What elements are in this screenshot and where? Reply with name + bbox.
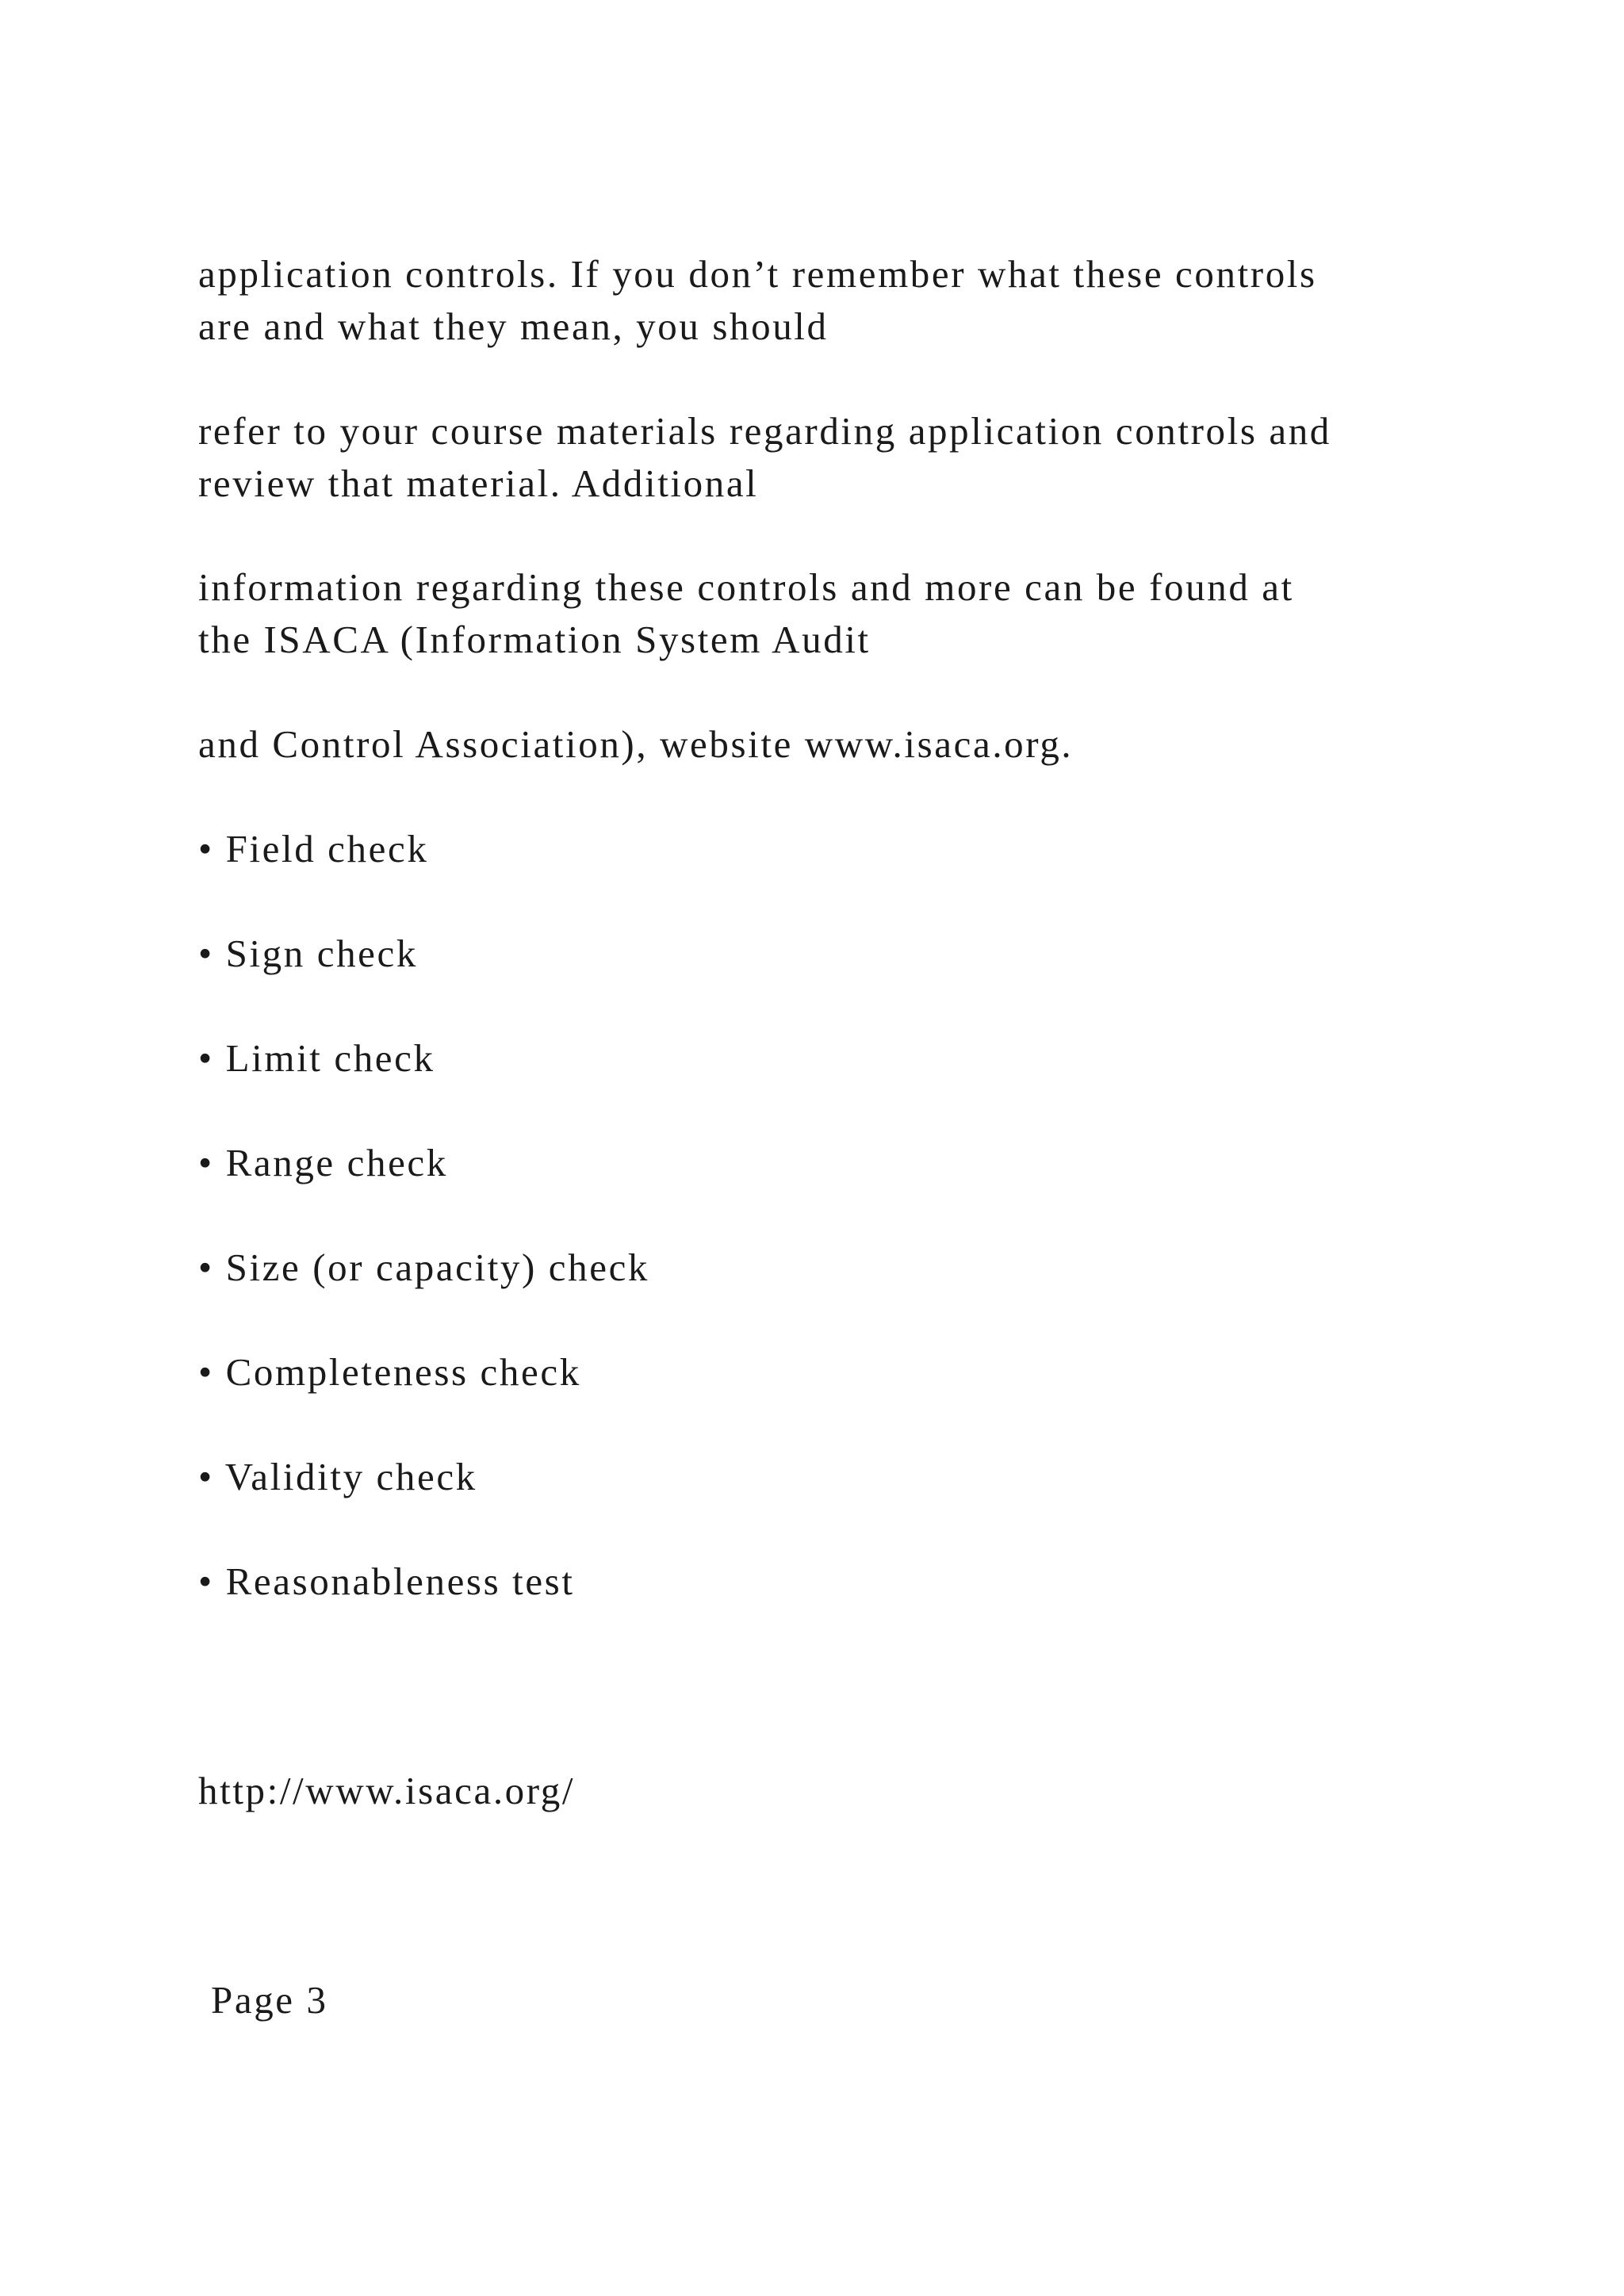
paragraph-3: [198, 561, 1467, 666]
paragraph-line: the ISACA (Information System Audit: [198, 618, 871, 661]
bullet-item-range-check: • Range check: [198, 1141, 448, 1184]
bullet-item-limit-check: • Limit check: [198, 1036, 435, 1080]
bullet-item-validity-check: • Validity check: [198, 1455, 477, 1498]
bullet-item-reasonableness-test: • Reasonableness test: [198, 1559, 575, 1603]
page-number: Page 3: [211, 1978, 328, 2022]
paragraph-1: [198, 248, 1467, 353]
bullet-item-completeness-check: • Completeness check: [198, 1350, 581, 1394]
paragraph-line: information regarding these controls and more can be found at: [198, 565, 1294, 609]
paragraph-line: refer to your course materials regarding application controls and: [198, 409, 1331, 453]
bullet-item-size-check: • Size (or capacity) check: [198, 1246, 650, 1289]
paragraph-4: [198, 718, 1467, 771]
bullet-item-sign-check: • Sign check: [198, 932, 418, 975]
paragraph-line: review that material. Additional: [198, 461, 759, 505]
paragraph-2: [198, 405, 1467, 510]
paragraph-line: and Control Association), website www.isaca.org.: [198, 722, 1074, 766]
paragraph-line: are and what they mean, you should: [198, 304, 829, 348]
isaca-url: http://www.isaca.org/: [198, 1769, 576, 1812]
bullet-item-field-check: • Field check: [198, 827, 429, 871]
paragraph-line: application controls. If you don’t remember what these controls: [198, 252, 1317, 296]
